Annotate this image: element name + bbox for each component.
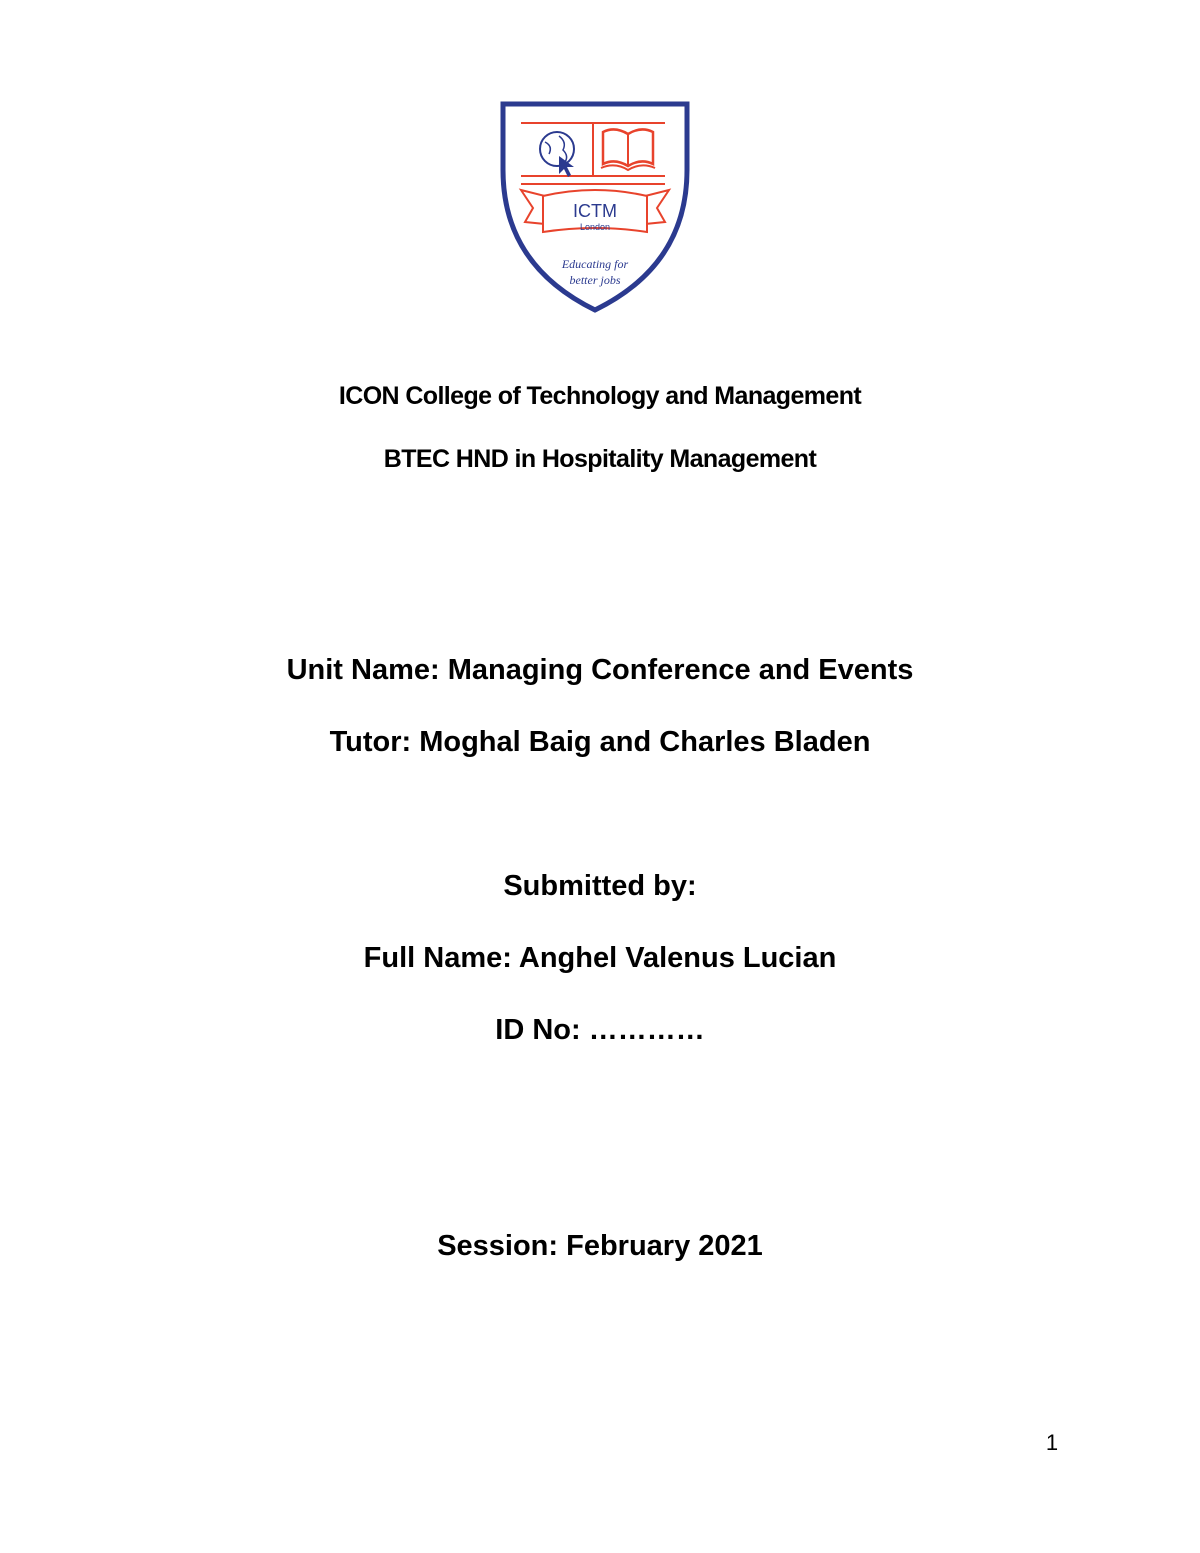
institution-name: ICON College of Technology and Management <box>338 382 862 410</box>
logo-motto-line2: better jobs <box>569 273 621 287</box>
page-number: 1 <box>1045 1430 1059 1455</box>
logo-name-text: ICTM <box>573 201 617 221</box>
logo-motto-line1: Educating for <box>561 257 629 271</box>
tutor-names: Tutor: Moghal Baig and Charles Bladen <box>329 726 871 758</box>
student-id: ID No: ………… <box>495 1014 705 1046</box>
programme-name: BTEC HND in Hospitality Management <box>383 445 817 473</box>
college-crest-logo <box>497 100 693 314</box>
unit-name: Unit Name: Managing Conference and Events <box>286 654 914 686</box>
student-full-name: Full Name: Anghel Valenus Lucian <box>363 942 837 974</box>
logo-sub-text: London <box>579 222 611 232</box>
session-date: Session: February 2021 <box>437 1230 763 1262</box>
submitted-by-label: Submitted by: <box>503 870 697 902</box>
